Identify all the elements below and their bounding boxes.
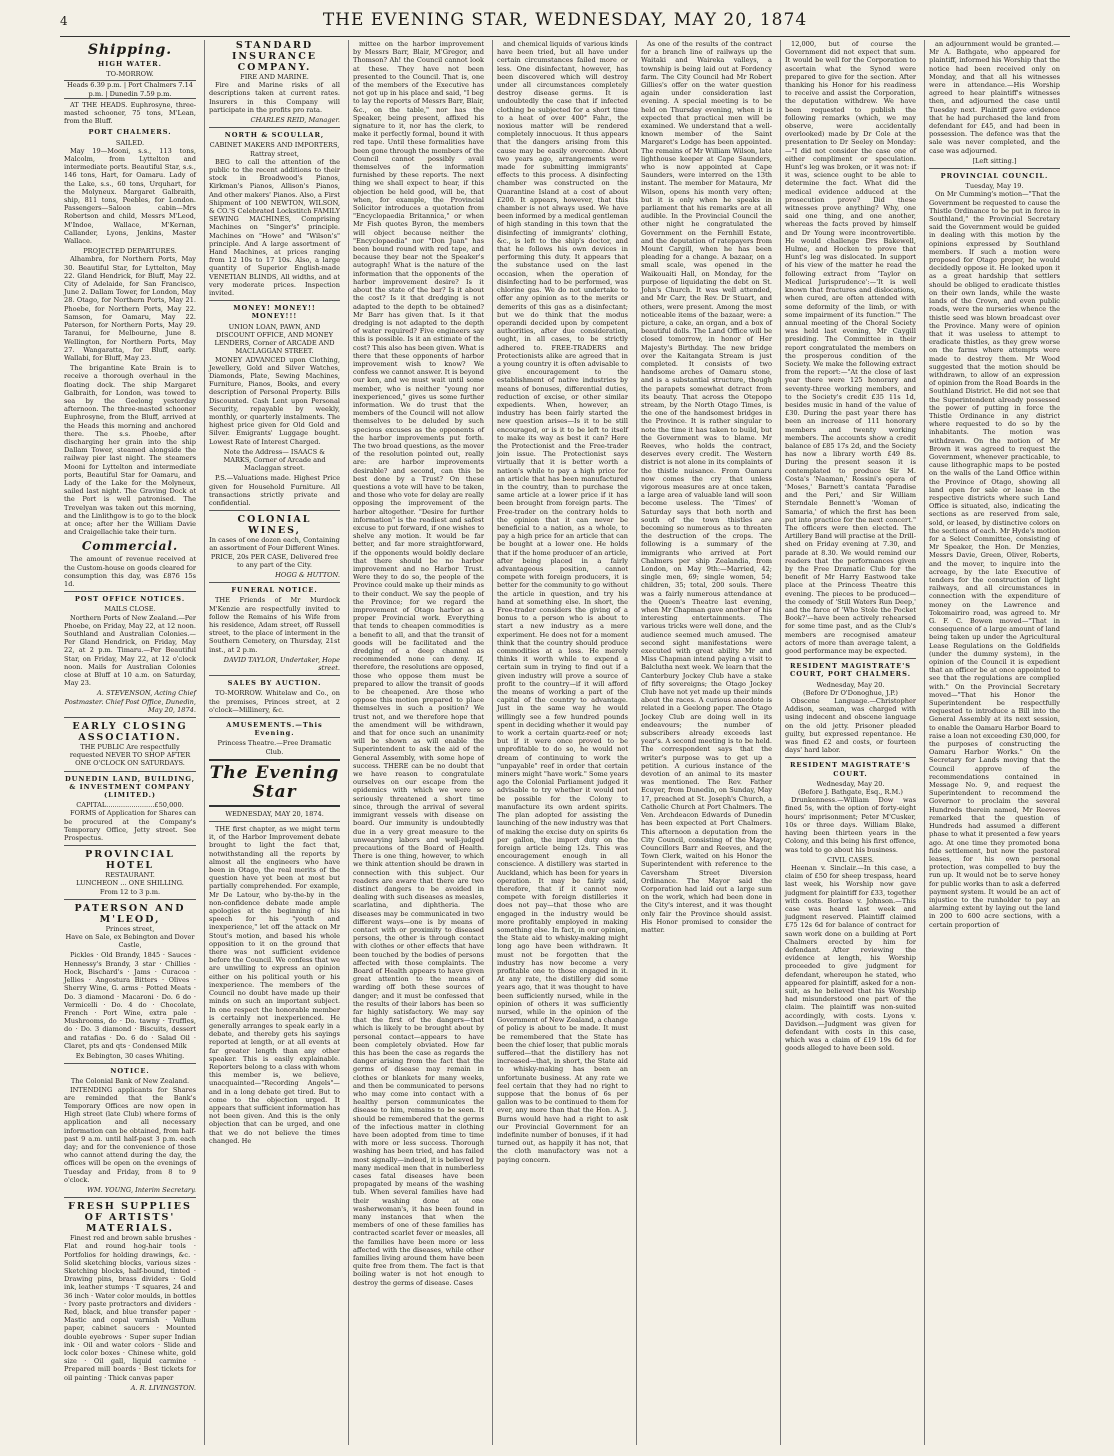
- luncheon-label: LUNCHEON ... ONE SHILLING.: [76, 879, 184, 888]
- paterson-intro: Have on Sale, ex Bebington and Dover Castle,: [65, 933, 195, 950]
- divider: [64, 717, 196, 718]
- local-news: 12,000, but of course the Government did not expect that sum. It would be well for the Corporation to ascertain what the Synod were prepared to give for the section. After thanking his Honor for his readiness to receive and assist the Corporation, the deputation withdrew. We have been requested to publish the following remarks (which, we may observe, were accidentally overlooked) made by Dr Cole at the presentation to Dr Seeley on Monday:—"I did not consider the case one of either compliment or speculation. Hunt's leg was broken, or it was not: if it was, science ought to be able to determine the fact. What did the medical evidence adduced at the prosecution prove? Did these witnesses prove anything? Why, one said one thing, and one another, whereas the facts proved by himself and Dr Young were incontrovertible. He would challenge Drs Bakewell, Hulme, and Hocken to prove that Hunt's leg was dislocated. In support of his view of the matter he read the following extract from 'Taylor on Medical Jurisprudence':—'It is well known that fractures and dislocations, when cured, are often attended with some deformity of the limb, or with some impairment of its function.'" The annual meeting of the Choral Society was held last evening, Mr Caygill presiding. The Committee in their report congratulated the members on the prosperous condition of the Society. We make the following extract from the report:—"At the close of last year there were 125 honorary and seventy-three working members, and to the Society's credit £35 11s 1d, besides music in hand of the value of £30. During the past year there has been an increase of 111 honorary members and twenty working members. The accounts show a credit balance of £85 17s 2d, and the Society has now a library worth £49 8s. During the present season it is contemplated to produce Sir M. Costa's 'Naaman,' Rossini's opera of 'Moses,' Barnett's cantata 'Paradise and the Peri,' and Sir William Sterndale Bennett's 'Woman of Samaria,' of which the first has been put into practice for the next concert." The officers were then elected. The Artillery Band will practise at the Drill-shed on Friday evening at 7.30, and parade at 8.30. We would remind our readers that the performances given by the Free Dramatic Club for the benefit of Mr Harry Eastwood take place at the Princess Theatre this evening. The pieces to be produced—the comedy of 'Still Waters Run Deep,' and the farce of 'Who Stole the Pocket Book?'—have been actively rehearsed for some time past, and as the Club's members are recognised amateur actors of more than average talent, a good performance may be expected.: [785, 40, 916, 656]
- projected-label: PROJECTED DEPARTURES.: [83, 247, 177, 256]
- standard-text: Fire and Marine risks of all descriptions taken at current rates. Insurers in this Company will participate in the profits pro rata.: [209, 81, 340, 114]
- newspaper-page: [60, 40, 1070, 1445]
- money-text: MONEY ADVANCED upon Clothing, Jewellery, Gold and Silver Watches, Diamonds, Plate, Sewing Machines, Furniture, Pianos, Books, and every description of Personal Property. Bills Discounted. Cash Lent upon Personal Security, repayable by weekly, monthly, or quarterly instalments. The highest price given for Old Gold and Silver. Emigrants' Luggage bought. Lowest Rate of Interest Charged.: [209, 355, 340, 446]
- early-closing-text: THE PUBLIC Are respectfully requested NEVER TO SHOP AFTER ONE O'CLOCK ON SATURDAYS.: [69, 743, 191, 768]
- building-text: FORMS of Application for Shares can be procured at the Company's Temporary Office, Jetty street. See Prospectus.: [64, 809, 196, 843]
- money-postscript: P.S.—Valuations made. Highest Price given for Household Furniture. All transactions strictly private and confidential.: [209, 474, 340, 507]
- tide-table: Heads 6.39 p.m. | Port Chalmers 7.14 p.m. | Dunedin 7.59 p.m.: [64, 80, 196, 98]
- court-continuation: an adjournment would be granted.—Mr A. Bathgate, who appeared for plaintiff, informed his Worship that the notice had been received only on Monday, and that all his witnesses were in attendance.—His Worship agreed to hear plaintiff's witnesses then, and adjourned the case until Tuesday next. Plaintiff gave evidence that he had purchased the land from defendant for £45, and had been in possession. The defence was that the sale was never completed, and the case was adjourned.: [929, 40, 1060, 155]
- north-text: BEG to call the attention of the public to the recent additions to their stock in Broadwood's Pianos, Kirkman's Pianos, Allison's Pianos, And other makers' Pianos. Also, a First Shipment of 100 NEWTON, WILSON, & CO.'S Celebrated Lockstitch FAMILY SEWING MACHINES, Comprising Machines on "Singer's" principle. Machines on "Howe" and "Wilson's" principle. And A large assortment of Hand Machines, at prices ranging from 12 10s to 17 10s. Also, a large quantity of Superior English-made VENETIAN BLINDS, All widths, and at very moderate prices. Inspection invited.: [209, 157, 340, 298]
- building-heading: DUNEDIN LAND, BUILDING, & INVESTMENT COMPANY (LIMITED.): [64, 774, 196, 800]
- post-office-heading: POST OFFICE NOTICES.: [74, 595, 186, 604]
- wines-signature: HOGG & HUTTON.: [275, 570, 340, 579]
- north-heading: NORTH & SCOULLAR,: [224, 131, 325, 140]
- bank-name: The Colonial Bank of New Zealand.: [70, 1077, 190, 1086]
- fresh-supplies-heading: FRESH SUPPLIES OF ARTISTS' MATERIALS.: [68, 1201, 192, 1235]
- divider: [64, 1063, 196, 1064]
- sailed-label: SAILED.: [115, 138, 145, 147]
- divider: [785, 658, 916, 659]
- rm2-court-heading: RESIDENT MAGISTRATE'S COURT.: [789, 761, 912, 778]
- column-4: [492, 40, 632, 1445]
- funeral-text: THE Friends of Mr Murdock M'Kenzie are respectfully invited to follow the Remains of his Wife from his residence, Adam street, off Russell street, to the place of interment in the Southern Cemetery, on Thursday, 21st inst., at 2 p.m.: [209, 596, 340, 654]
- paterson-street: Princes street,: [105, 924, 155, 933]
- divider: [64, 771, 196, 772]
- amusements-heading: AMUSEMENTS.—This Evening.: [226, 721, 323, 738]
- paterson-heading: PATERSON AND M'LEOD,: [74, 902, 186, 925]
- divider: [209, 717, 340, 718]
- hotel-heading: PROVINCIAL HOTEL: [85, 849, 175, 872]
- commercial-heading: Commercial.: [81, 539, 179, 554]
- funeral-heading: FUNERAL NOTICE.: [231, 586, 318, 595]
- union-heading: UNION LOAN, PAWN, AND DISCOUNT OFFICE, AND MONEY LENDERS, Corner of ARCADE AND MACLAGGAN STREET.: [214, 322, 335, 356]
- provincial-council-text: On Mr Cumming's motion—"That the Government be requested to cause the Thistle Ordinance to be put in force in Southland," the Provincial Secretary said the Government would be guided in dealing with this motion by the opinions expressed by Southland members. If such a motion were proposed for Otago proper, he would decidedly oppose it. He looked upon it as a great hardship that settlers should be obliged to eradicate thistles on their own lands, while the waste lands of the Crown, and even public roads, were the nurseries whence the thistle seed was blown broadcast over the Province. Many were of opinion that it was useless to attempt to eradicate thistles, as they grew worse on the farms where attempts were made to destroy them. Mr Wood suggested that the motion should be withdrawn, to allow of an expression of opinion from the Road Boards in the Southland District. He did not see that the Superintendent already possessed the power of putting in force the Thistle Ordinance in any district where requested to do so by the inhabitants. The motion was withdrawn. On the motion of Mr Brown it was agreed to request the Government, whenever practicable, to cause lithographic maps to be posted on the walls of the Land Office within the Province of Otago, showing all land open for sale or lease in the respective districts where such Land Office is situated, also, indicating the sections as are reserved from sale, sold, or leased, by distinctive colors on the sections of each. Mr Hyde's motion for a Select Committee, consisting of Mr Speaker, the Hon. Dr Menzies, Messrs Davie, Green, Oliver, Roberts, and the mover, to inquire into the acreage, by the late Executive of tenders for the construction of light railways, and all circumstances in connection with the expenditure of money on the Lawrence and Tokomairiro road, was agreed to. Mr G. F. C. Bowen moved—"That in consequence of a large amount of land being taken up under the Agricultural Lease Regulations on the Goldfields (under the dummy system), in the opinion of the Council it is expedient that an officer be at once appointed to see that the regulations are complied with." On the Provincial Secretary moved—"That his Honor the Superintendent be respectfully requested to introduce a Bill into the General Assembly at its next session, to enable the Oamaru Harbor Board to raise a loan not exceeding £30,000, for the purposes of constructing the Oamaru Harbor Works." On the Secretary for Lands moving that the Council approve of the recommendations contained in Message No. 9, and request the Superintendent to recommend the Governor to proclaim the several Hundreds therein named, Mr Reeves remarked that the question of Hundreds had assumed a different phase to what it presented a few years ago. At one time they promoted bona fide settlement, but now the pastoral leases, for his own personal protection, was compelled to buy the run up. It would not be to serve honey for public works than to ask a deferred payment system. It would be an act of injustice to the runholder to pay an alarming extent by laying out the land in 200 to 600 acre sections, with a certain proportion of: [929, 190, 1060, 929]
- rm2-court-date: Wednesday, May 20.: [816, 779, 885, 788]
- post-text: Northern Ports of New Zealand.—Per Phoebe, on Friday, May 22, at 12 noon. Southland and Australian Colonies.—Per Gland Hendrick, on Friday, May 22, at 2 p.m. Timaru.—Per Beautiful Star, on Friday, May 22, at 12 o'clock noon. Mails for Australian Colonies close at Bluff at 10 a.m. on Saturday, May 23.: [64, 613, 196, 688]
- auction-text: TO-MORROW. Whitelaw and Co., on the premises, Princes street, at 2 o'clock—Millinery, &c.: [209, 689, 340, 714]
- leading-article: THE first chapter, as we might term it, of the Harbor Improvement debate brought to light the fact that, notwithstanding all the reports by almost all the engineers who have been in Otago, the real merits of the question have yet been at most but partially comprehended. For example, Mr De Latour, who by-the-by in the non-confidence debate made ample apologies at the beginning of his speech for his "youth and inexperience," let off the attack on Mr Stout's motion, and based his whole opposition to it on the ground that there was not sufficient evidence before the Council. We confess that we are unwilling to express an opinion either on his political youth or his inexperience. The members of the Council no doubt have made up their minds on such an important subject. In one respect the honorable member is certainly not inexperienced. He generally arranges to speak early in a debate, and thereby gets his sayings reported at length, or at all events at far greater length than any other speaker. This is easily explainable. Reporters belong to a class with whom this member is, we believe, unacquainted—"Recording Angels"—and in a long debate get tired. But to come to the objection urged. It appears that sufficient information has not been given. And this is the only objection that can be urged, and one that we do not believe the times changed. He: [209, 825, 340, 1145]
- commercial-text: The amount of revenue received at the Custom-house on goods cleared for consumption this day, was £876 15s 1d.: [64, 555, 196, 588]
- divider: [209, 510, 340, 511]
- post-signature: A. STEVENSON, Acting Chief Postmaster. Chief Post Office, Dunedin, May 20, 1874.: [64, 689, 196, 714]
- paterson-tail: Ex Bebington, 30 cases Whiting.: [75, 1051, 185, 1060]
- projected-text: Alhambra, for Northern Ports, May 30. Beautiful Star, for Lyttelton, May 22. Gland Hendrick, for Bluff, May 22. City of Adelaide, for San Francisco, June 2. Dallam Tower, for London, May 28. Otago, for Northern Ports, May 21. Phoebe, for Northern Ports, May 22. Samson, for Oamaru, May 22. Paterson, for Northern Ports, May 29. Taranui, for Melbourne, June 8. Wellington, for Northern Ports, May 27. Wangaratta, for Bluff, early. Wallabi, for Bluff, May 23.: [64, 255, 196, 362]
- divider: [209, 675, 340, 676]
- page-number: 4: [60, 14, 69, 28]
- column-7: [924, 40, 1064, 1445]
- column-2: [204, 40, 344, 1445]
- notice-signature: WM. YOUNG, Interim Secretary.: [87, 1185, 196, 1194]
- standard-signature: CHARLES REID, Manager.: [250, 116, 340, 125]
- notice-heading: NOTICE.: [110, 1067, 150, 1076]
- isaacs-address: Note the Address— ISAACS & MARKS, Corner of Arcade and Maclaggan street.: [223, 447, 326, 473]
- divider: [64, 899, 196, 900]
- divider: [209, 127, 340, 128]
- fresh-supplies-list: Finest red and brown sable brushes · Flat and round hog-hair tools · Portfolios for holding drawings, &c. · Solid sketching blocks, various sizes · Sketching blocks, half-bound, tinted · Drawing pins, brass dividers · Gold ink, leather stumps · T squares, 24 and 36 inch · Water color moulds, in bottles · Ivory paste protractors and dividers · Red, black, and blue transfer paper · Mastic and copal varnish · Vellum paper, cabinet saucers · Mounted double eyebrows · Super super Indian ink · Oil and water colors · Slide and lock color boxes · Chinese white, gold size · Oil gall, liquid carmine · Prepared mill boards · Best tickets for oil painting · Thick canvas paper: [64, 1234, 196, 1382]
- article-continuation: mittee on the harbor improvement by Messrs Barr, Blair, M'Gregor, and Thomson? Ah! the Council cannot look at these. They have not been presented to the Council. That is, one of the members of the Executive has not got up in his place and said, "I beg to lay the reports of Messrs Barr, Blair, &c., on the table," nor has the Speaker, being present, affixed his signature to it, nor has the clerk, to make it perfectly formal, bound it with red tape. Until these formalities have been gone through the members of the Council cannot possibly avail themselves of the information furnished by these reports. The next thing we shall expect to hear, if this objection be held good, will be, that when, for example, the Provincial Solicitor introduces a quotation from "Encyclopaedia Britannica," or when Mr Fish quotes Byron, the members will object because neither the "Encyclopaedia" nor "Don Juan" has been bound round with red tape, and because they bear not the Speaker's autograph! What is the nature of the information that the opponents of the harbor improvement desire? Is it about the state of the bar? Is it about the cost? Is it that dredging is not adapted to the depth to be obtained? Mr Barr has given that. Is it that dredging is not adapted to the depth of water required? Five engineers say this is possible. Is it an estimate of the cost? This also has been given. What is there that these opponents of harbor improvement wish to know? We confess we cannot answer. It is beyond our ken, and we must wait until some member, who is neither "young nor inexperienced," gives us some further information. We do trust that the members of the Council will not allow themselves to be deluded by such specious excuses as the opponents of the harbor improvements put forth. The two broad questions, as the mover of the resolution pointed out, really are: are harbor improvements desirable? and second, can this be best done by a Trust? On these questions a vote will have to be taken, and those who vote for delay are really opposing the improvement of the harbor altogether. "Desire for further information" is the readiest and safest excuse to put forward, if one wishes to shelve any motion. It would be far better, and far more straightforward, if the opponents would boldly declare that there should be no harbor improvement and no Harbor Trust. Were they to do so, the people of the Province could make up their minds as to their conduct. We say the people of the Province; for we regard the improvement of Otago harbor as a proper Provincial work. Everything that tends to cheapen commodities is a benefit to all, and that the transit of goods will be facilitated and the dredging of a deep channel as recommended none can deny. If, therefore, the resolutions are opposed, those who oppose them must be prepared to allow the transit of goods to be cheapened. Are those who oppose this motion prepared to place themselves in such a position? We trust not, and we therefore hope that the amendment will be withdrawn, and that for once such an unanimity will be shown as will enable the Superintendent to ask the aid of the General Assembly, with some hope of success. THERE can be no doubt that we have reason to congratulate ourselves on our escape from the epidemics with which we were so seriously threatened a short time since, through the arrival of several immigrant vessels with disease on board. Our immunity is undoubtedly due in a very great measure to the unwearying labors and well-judged precautions of the Board of Health. There is one thing, however, to which we think attention should be drawn in connection with this subject. Our readers are aware that there are two distinct dangers to be avoided in dealing with such diseases as measles, scarlatina, and diphtheria. The diseases may be communicated in two different ways—one is by means of contact with or proximity to diseased persons, the other is through contact with clothes or other effects that have been touched by the bodies of persons affected with those complaints. The Board of Health appears to have given great attention to the means of warding off both these sources of danger; and it must be confessed that the results of their labors has been so far highly satisfactory. We may say that the first of the dangers—that which is likely to be brought about by personal contact—appears to have been completely obviated. How far this has been the case as regards the danger arising from the fact that the germs of disease may remain in clothes or blankets for many weeks, and then be communicated to persons who may come into contact with a healthy person communicates the disease to him, remains to be seen. It should be remembered that the germs of the infectious matter in clothing have been adopted from time to time with more or less success. Thorough washing has been tried, and has failed most signally—indeed, it is believed by many medical men that in numberless cases fatal diseases have been propagated by means of the washing tub. When several families have had their washing done at one washerwoman's, it has been found in many instances that when the members of one of these families has contracted scarlet fever or measles, all the families have been more or less affected with the diseases, while other families living around them have been quite free from them. The fact is that boiling water is not hot enough to destroy the germs of disease. Cases: [353, 40, 484, 1287]
- capital-line: CAPITAL.......................£50,000.: [76, 801, 184, 810]
- paterson-goods: Pickles · Old Brandy, 1845 · Sauces · Hennessy's Brandy, 3 star · Chillies · Hock, Bischard's · Jams · Curacoa · Jellies · Angostura Bitters · Olives · Sherry Wine, G. arms · Potted Meats · Do. 3 diamond · Macaroni · Do. 6 do · Vermicelli · Do. 4 do · Chocolate, French · Port Wine, extra pale · Mushrooms, do · Do. tawny · Truffles, do · Do. 3 diamond · Biscuits, dessert and ratafias · Do. 6 do · Salad Oil · Claret, pts and qts · Condensed Milk: [64, 951, 196, 1050]
- divider: [209, 805, 340, 807]
- rm-court-date: Wednesday, May 20.: [816, 680, 885, 689]
- dateline: WEDNESDAY, MAY 20, 1874.: [225, 809, 324, 818]
- auction-heading: SALES BY AUCTION.: [227, 679, 322, 688]
- fresh-supplies-signature: A. R. LIVINGSTON.: [130, 1383, 196, 1392]
- provincial-council-date: Tuesday, May 19.: [965, 182, 1024, 191]
- money-heading: MONEY! MONEY!! MONEY!!!: [233, 304, 316, 321]
- amusements-text: Princess Theatre.—Free Dramatic Club.: [217, 739, 332, 756]
- high-water-heading: HIGH WATER.: [98, 60, 162, 68]
- rm2-court-text: Drunkenness.—William Dow was fined 5s, with the option of forty-eight hours' imprisonment; Peter M'Cusker, 10s or three days. William Blake, having been thirteen years in the Colony, and this being his first offence, was told to go about his business.: [785, 796, 916, 854]
- standard-heading: STANDARD INSURANCE COMPANY.: [231, 40, 318, 73]
- wines-heading: COLONIAL WINES,: [237, 514, 312, 537]
- divider: [209, 759, 340, 761]
- divider: [929, 168, 1060, 169]
- port-chalmers-heading: PORT CHALMERS.: [88, 128, 172, 137]
- provincial-council-heading: PROVINCIAL COUNCIL.: [940, 172, 1049, 181]
- shipping-heading: Shipping.: [87, 42, 173, 58]
- civil-cases-text: Heenan v. Sinclair.—In this case, a claim of £50 for sheep trespass, heard last week, his Worship now gave judgment for plaintiff for £33, together with costs. Borlase v. Johnson.—This case was heard last week and judgment reserved. Plaintiff claimed £75 12s 6d for balance of contract for sawn work done on a building at Port Chalmers erected by him for defendant. After reviewing the evidence at length, his Worship proceeded to give judgment for defendant, whereupon he stated, who appeared for plaintiff, asked for a non-suit, as he believed that his Worship had misunderstood one part of the claim. The plaintiff was non-suited accordingly, with costs. Lyons v. Davidson.—Judgment was given for defendant with costs in this case, which was a claim of £19 19s 6d for goods alleged to have been sold.: [785, 863, 916, 1053]
- column-1: [60, 40, 200, 1445]
- funeral-signature: DAVID TAYLOR, Undertaker, Hope street.: [223, 655, 340, 672]
- column-6: [780, 40, 920, 1445]
- early-closing-heading: EARLY CLOSING ASSOCIATION.: [72, 721, 188, 744]
- paper-title: The Evening Star: [209, 762, 340, 802]
- restaurant-label: RESTAURANT.: [105, 871, 155, 880]
- left-sitting: [Left sitting.]: [972, 156, 1017, 165]
- local-news: As one of the results of the contract for a branch line of railways up the Waitaki and Waireka valleys, a township is being laid out at Fordency farm. The City Council had Mr Robert Gillies's offer on the water question again under consideration last evening. A special meeting is to be held on Thursday evening, when it is expected that practical men will be examined. We understand that a well-known member of the Saint Margaret's Lodge has been appointed. The remains of Mr William Wilson, late lighthouse keeper at Cape Saunders, who is now appointed at Cape Saunders, were interred on the 13th instant. The member for Mataura, Mr Wilson, opens his month very often; but it is only when he speaks in parliament that his remarks are at all audible. In the Provincial Council the other night he congratulated the Government on the Fernhill Estate, and the deputation of ratepayers from Mount Cargill, when he has been pleading for a change. A bazaar, on a small scale, was opened in the Waikouaiti Hall, on Monday, for the purpose of liquidating the debt on St. John's Church. It was well attended, and Mr Carr, the Rev. Dr Stuart, and others, were present. Among the most noticeable items of the bazaar, were: a picture, a cake, an organ, and a box of beautiful dolls. The Land Office will be closed tomorrow, in honor of Her Majesty's Birthday. The new bridge over the Kaitangata Stream is just completed. It consists of two handsome arches of Oamaru stone, and is a substantial structure, though the parapets somewhat detract from its beauty. That across the Otepopo stream, by the North Otago Times, is the one of the handsomest bridges in the Province. It is rather singular to note the time it has taken to build, but the Government was to blame. Mr Reeves, who holds the contract, deserves every credit. The Western district is not alone in its complaints of the thistle nuisance. From Oamaru now comes the cry that unless vigorous measures are at once taken, a large area of valuable land will soon become useless. The 'Times' of Saturday says that both north and south of the town thistles are becoming so numerous as to threaten the destruction of the crops. The following is a summary of the immigrants who arrived at Port Chalmers per ship Zealandia, from London, on May 9th:—Married, 42; single men, 69; single women, 54; children, 35; total, 200 souls. There was a fairly numerous attendance at the Queen's Theatre last evening, when Mr Chapman gave another of his interesting entertainments. The various tricks were well done, and the audience seemed much amused. The second sight manifestations were executed with great ability. Mr and Miss Chapman intend paying a visit to Balclutha next week. We learn that the Canterbury Jockey Club have a stake of fifty sovereigns; the Otago Jockey Club have not yet made up their minds about the races. A curious anecdote is related in a Geelong paper. The Otago Jockey Club are doing well in its endeavours; the number of subscribers already exceeds last year's. A second meeting is to be held. The correspondent says that the writer's purpose was to get up a petition. A curious instance of the devotion of an animal to its master was mentioned. The Rev. Father Ecuyer, from Dunedin, on Sunday, May 17, preached at St. Joseph's Church, a Catholic Church at Port Chalmers. The Ven. Archdeacon Edwards of Dunedin has been expected at Port Chalmers. This afternoon a deputation from the City Council, consisting of the Mayor, Councillors Barr and Reeves, and the Town Clerk, waited on his Honor the Superintendent with reference to the Caversham Street Diversion Ordinance. The Mayor said the Corporation had laid out a large sum on the work, which had been done in the City's interest, and it was thought only fair the Province should assist. His Honor promised to consider the matter.: [641, 40, 772, 934]
- wines-text: In cases of one dozen each, Containing an assortment of Four Different Wines. PRICE, 20s PER CASE, Delivered free to any part of the City.: [209, 536, 340, 569]
- masthead-title: THE EVENING STAR, WEDNESDAY, MAY 20, 1874: [322, 10, 808, 30]
- divider: [209, 582, 340, 583]
- notice-text: INTENDING applicants for Shares are reminded that the Bank's Temporary Offices are now open in High street (late Club) where forms of application and all necessary information can be obtained, from half-past 9 a.m. until half-past 3 p.m. each day; and for the convenience of those who cannot attend during the day, the offices will be open on the evenings of Tuesday and Friday, from 8 to 9 o'clock.: [64, 1085, 196, 1184]
- rm2-court-before: (Before J. Bathgate, Esq., R.M.): [798, 788, 903, 797]
- shipping-news: The brigantine Kate Brain is to receive a thorough overhaul in the floating dock. The ship Margaret Galbraith, for London, was towed to sea by the Geelong yesterday afternoon. The three-masted schooner Euphrosyne, from the Bluff, arrived at the Heads this morning and anchored there. The s.s. Phoebe, after discharging her grain into the ship Dallam Tower, steamed alongside the railway pier last night. The steamers Mooni for Lyttelton and intermediate ports, Beautiful Star for Oamaru, and Lady of the Lake for the Molyneux, sailed last night. The Graving Dock at the Port is well patronised. The Trevelyan was taken out this morning, and the Linlithgow is to go to the block at once; after her the William Davie and Craigellachie take their turn.: [64, 364, 196, 537]
- sailed-text: May 19—Mooni, s.s., 113 tons, Malcolm, from Lyttelton and intermediate ports. Beautiful Star, s.s., 146 tons, Hart, for Oamaru. Lady of the Lake, s.s., 60 tons, Urquhart, for the Molyneux. Margaret Galbraith, ship, 811 tons, Peebles, for London. Passengers—Saloon cabin—Mrs Robertson and child, Messrs M'Leod, M'Indoe, Wallace, M'Kernan, Callander, Lyons, Jenkins, Master Wallace.: [64, 146, 196, 246]
- masthead: [60, 10, 1070, 37]
- divider: [64, 845, 196, 846]
- luncheon-hours: From 12 to 3 p.m.: [99, 887, 161, 896]
- north-subheading: CABINET MAKERS AND IMPORTERS, Rattray street,: [209, 141, 340, 158]
- arrived-text: AT THE HEADS. Euphrosyne, three-masted schooner, 75 tons, M'Lean, from the Bluff.: [64, 100, 196, 126]
- tomorrow-label: TO-MORROW.: [106, 70, 154, 79]
- rm-court-heading: RESIDENT MAGISTRATE'S COURT, PORT CHALMERS.: [789, 662, 912, 679]
- rm-court-text: Obscene Language.—Christopher Addison, seaman, was charged with using indecent and obscene language on the old jetty. Prisoner pleaded guilty, but expressed repentance. He was fined £2 and costs, or fourteen days' hard labor.: [785, 697, 916, 755]
- column-5: [636, 40, 776, 1445]
- article-continuation: and chemical liquids of various kinds have been tried, but all have under certain circumstances failed more or less. One disinfectant, however, has been discovered which will destroy under all circumstances completely destroy disease germs. It is undoubtedly the case that if infected clothing be subjected for a short time to a heat of over 400° Fahr., the noxious matter will be rendered completely innocuous. It thus appears that the dangers arising from this cause may be easily overcome. About two years ago, arrangements were made for submitting immigrants' effects to this process. A disinfecting chamber was constructed on the Quarantine Island at a cost of about £200. It appears, however, that this chamber is not always used. We have been informed by a medical gentleman of high standing in this town that the disinfecting of immigrants' clothing, &c., is left to the ship's doctor, and that he follows his own devices in performing this duty. It appears that the substance used on the last occasion, when the operation of disinfecting had to be performed, was chlorine gas. We do not undertake to offer any opinion as to the merits or demerits of this gas as a disinfectant; but we do think that the modus operandi decided upon by competent authorities, after due consideration, ought, in all cases, to be strictly adhered to. FREE-TRADERS and Protectionists alike are agreed that in a young country it is often advisable to give encouragement to the establishment of native industries by means of bonuses, differential duties, reduction of excise, or other similar expedients. When, however, an industry has been fairly started the new question arises—Is it to be still encouraged, or is it to be left to itself to make its way as best it can? Here the Protectionist and the Free-trader join issue. The Protectionist says virtually that it is better worth a nation's while to pay a high price for an article that has been manufactured in the country, than to purchase the same article at a lower price if it has been brought from foreign parts. The Free-trader on the contrary holds to the opinion that it can never be beneficial to a nation, as a whole, to pay a high price for an article that can be bought at a lower one. He holds that if the home producer of an article, after being placed in a fairly advantageous position, cannot compete with foreign producers, it is better for the community to go without the article in question, and try his hand at something else. In short, the Free-trader considers the giving of a bonus to a person who is about to start a new industry as a mere experiment. He does not for a moment think that the country should produce commodities at a loss. He merely thinks it worth while to expend a certain sum in trying to find out if a given industry will prove a source of profit to the country—if it will afford the means of working a part of the capital of the country to advantage. Just in the same way he would willingly see a few hundred pounds spent in deciding whether it would pay to work a certain quartz-reef or not; but if it were once proved to be unprofitable to do so, he would not dream of continuing to work the "unpayable" reef in order that certain miners might "have work." Some years ago the Colonial Parliament judged it advisable to try whether it would not be possible for the Colony to manufacture its own ardent spirits. The plan adopted for assisting the launching of the new industry was that of making the excise duty on spirits 6s per gallon, the import duty on the foreign article being 12s. This was encouragement enough in all conscience. A distillery was started in Auckland, which has been for years in operation. It may be fairly said, therefore, that if it cannot now compete with foreign distilleries it does not pay—that those who are engaged in the industry would be more profitably employed in making something else. In fact, in our opinion, the State aid to whisky-making might long ago have been withdrawn. It must not be forgotten that the industry has now become a very profitable one to those engaged in it. At any rate, the distillery did some years ago, that it was thought to have been sufficiently nursed, while in the opinion of others it was sufficiently nursed, while in the opinion of the Government of New Zealand, a change of policy is about to be made. It must be remembered that the State has been the chief loser, that public morals suffered—that the distillery has not increased—that, in short, the State aid to whisky-making has been an unfortunate business. At any rate we feel certain that they had no right to suppose that the bonus of 6s per gallon was to be continued to them for ever, any more than that the Hon. A. J. Burns would have had a right to ask our Provincial Government for an indefinite number of bonuses, if it had turned out, as happily it has not, that the cloth manufactory was not a paying concern.: [497, 40, 628, 1164]
- rm-court-before: (Before Dr O'Donoghue, J.P.): [803, 688, 898, 697]
- divider: [209, 821, 340, 822]
- divider: [209, 300, 340, 301]
- column-3: [348, 40, 488, 1445]
- civil-cases-label: CIVIL CASES.: [826, 855, 874, 864]
- divider: [785, 757, 916, 758]
- mails-close-label: MAILS CLOSE.: [104, 605, 156, 614]
- fire-marine-label: FIRE AND MARINE.: [240, 73, 309, 81]
- divider: [64, 591, 196, 592]
- divider: [64, 1197, 196, 1198]
